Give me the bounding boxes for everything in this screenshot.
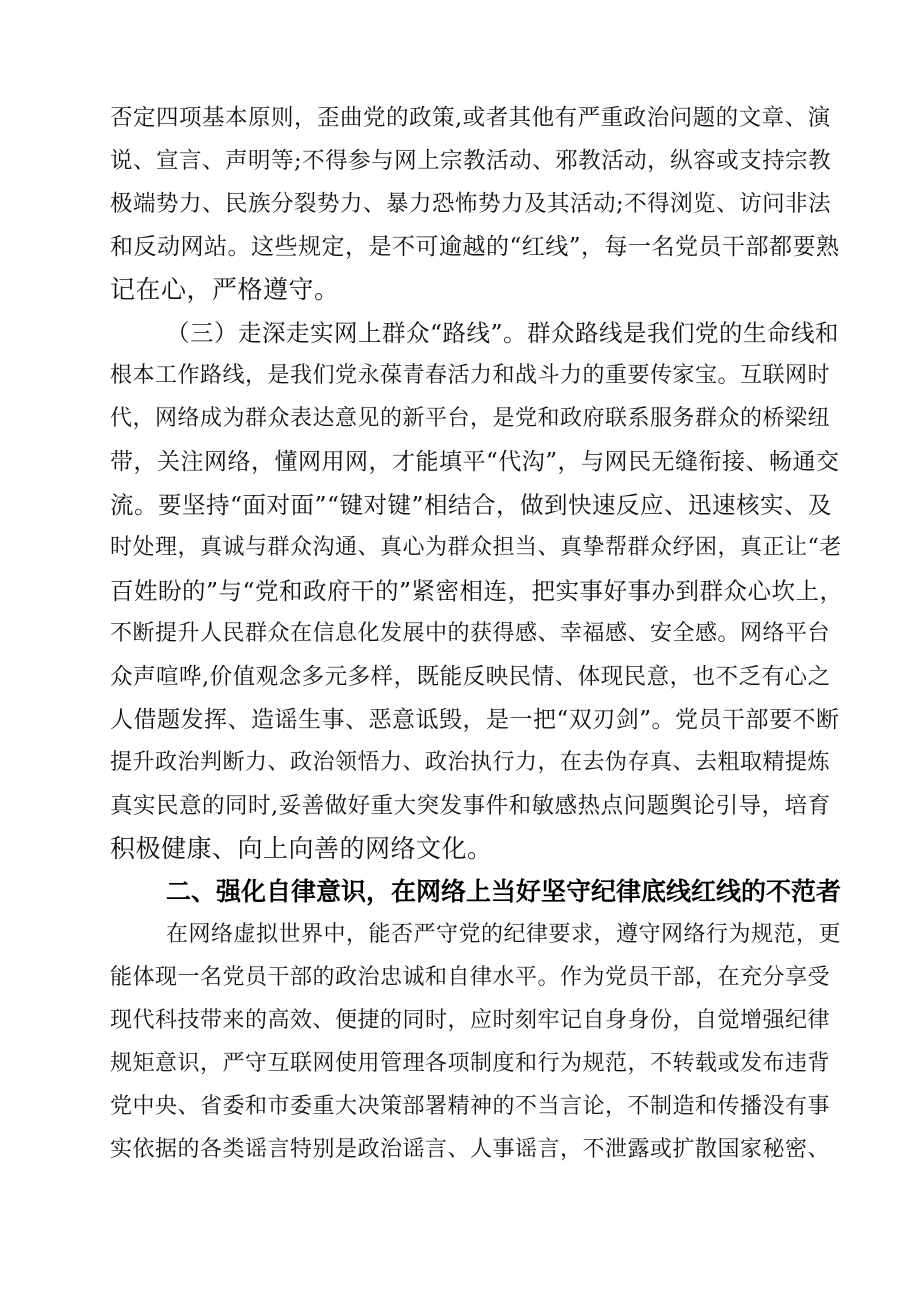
text-line: 记在心，严格遵守。 [110, 275, 340, 304]
text-line: 实依据的各类谣言特别是政治谣言、人事谣言，不泄露或扩散国家秘密、 [110, 1137, 831, 1162]
text-line: 规矩意识，严守互联网使用管理各项制度和行为规范，不转载或发布违背 [110, 1051, 831, 1076]
text-line: 和反动网站。这些规定，是不可逾越的“红线”，每一名党员干部都要熟 [110, 234, 840, 260]
text-line: 众声喧哗,价值观念多元多样，既能反映民情、体现民意，也不乏有心之 [110, 664, 831, 690]
text-line: 积极健康、向上向善的网络文化。 [110, 834, 493, 863]
text-line: 在网络虚拟世界中，能否严守党的纪律要求，遵守网络行为规范，更 [166, 922, 842, 947]
text-line: 流。要坚持“面对面”“键对键”相结合，做到快速反应、迅速核实、及 [110, 491, 833, 519]
section-heading: 二、强化自律意识，在网络上当好坚守纪律底线红线的不范者 [166, 877, 842, 906]
text-line: 党中央、省委和市委重大决策部署精神的不当言论，不制造和传播没有事 [110, 1094, 831, 1119]
text-line: 说、宣言、声明等;不得参与网上宗教活动、邪教活动，纵容或支持宗教 [110, 148, 832, 174]
text-line: 人借题发挥、造谣生事、恶意诋毁，是一把“双刃剑”。党员干部要不断 [110, 707, 840, 733]
text-line: 现代科技带来的高效、便捷的同时，应时刻牢记自身身份，自觉增强纪律 [110, 1008, 831, 1033]
section-subheading-line: （三）走深走实网上群众“路线”。群众路线是我们党的生命线和 [166, 319, 840, 347]
text-line: 真实民意的同时,妥善做好重大突发事件和敏感热点问题舆论引导，培育 [110, 793, 831, 819]
text-line: 代，网络成为群众表达意见的新平台，是党和政府联系服务群众的桥梁纽 [110, 406, 831, 431]
text-line: 带，关注网络，懂网用网，才能填平“代沟”，与网民无缝衔接、畅通交 [110, 449, 840, 475]
text-line: 根本工作路线，是我们党永葆青春活力和战斗力的重要传家宝。互联网时 [110, 363, 831, 388]
text-line: 能体现一名党员干部的政治忠诚和自律水平。作为党员干部，在充分享受 [110, 965, 831, 990]
text-line: 极端势力、民族分裂势力、暴力恐怖势力及其活动;不得浏览、访问非法 [110, 191, 832, 217]
text-line: 百姓盼的”与“党和政府干的”紧密相连，把实事好事办到群众心坎上， [110, 577, 844, 605]
text-line: 不断提升人民群众在信息化发展中的获得感、幸福感、安全感。网络平台 [110, 621, 831, 646]
text-line: 否定四项基本原则，歪曲党的政策,或者其他有严重政治问题的文章、演 [110, 105, 831, 131]
text-line: 提升政治判断力、政治领悟力、政治执行力，在去伪存真、去粗取精提炼 [110, 750, 831, 775]
text-line: 时处理，真诚与群众沟通、真心为群众担当、真挚帮群众纾困，真正让“老 [110, 535, 842, 560]
